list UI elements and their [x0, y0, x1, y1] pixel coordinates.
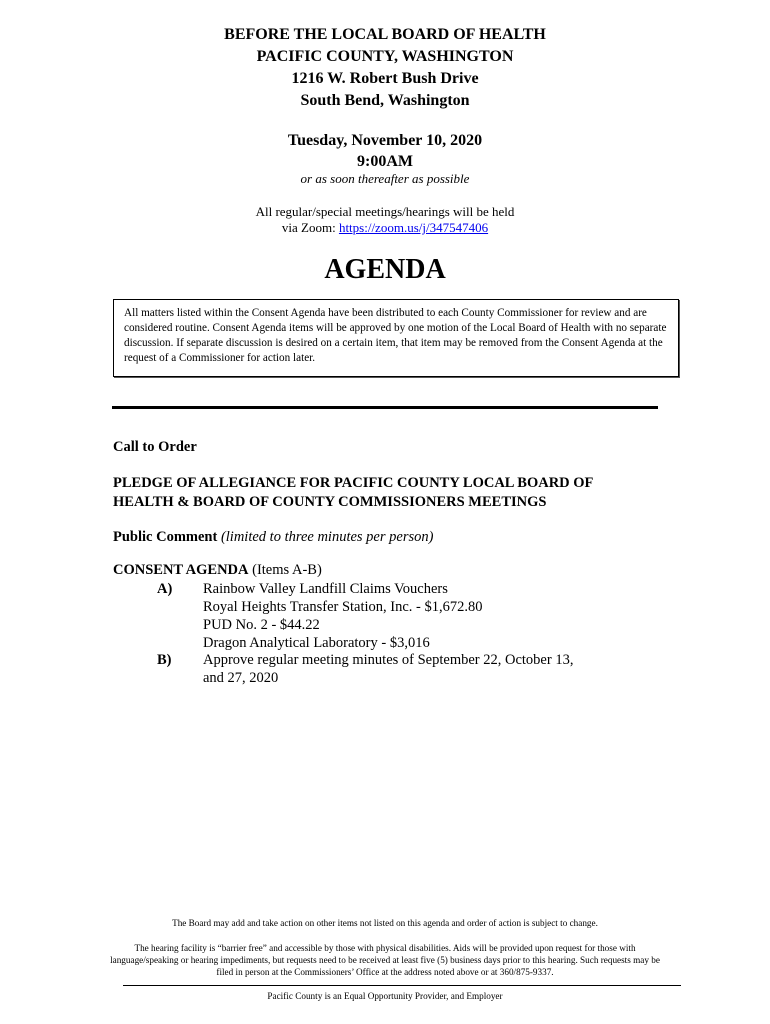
via-zoom-label: via Zoom: [281, 220, 339, 235]
footer-notice: The Board may add and take action on other items not listed on this agenda and order of action is subject to change. [172, 918, 598, 928]
meeting-time: 9:00AM [357, 153, 413, 170]
call-to-order: Call to Order [113, 439, 197, 455]
consent-item-a [203, 580, 483, 652]
zoom-line [0, 220, 770, 236]
header-line-county: PACIFIC COUNTY, WASHINGTON [256, 48, 514, 65]
pledge-line-2: HEALTH & BOARD OF COUNTY COMMISSIONERS MEETINGS [113, 494, 547, 510]
header-line-city: South Bend, Washington [300, 92, 470, 109]
consent-item-b [203, 651, 573, 687]
consent-agenda-range: (Items A-B) [252, 562, 322, 578]
soon-note: or as soon thereafter as possible [300, 171, 470, 186]
public-comment-note: (limited to three minutes per person) [220, 529, 434, 545]
public-comment [113, 528, 433, 547]
pledge-heading [113, 474, 593, 512]
section-divider [112, 406, 658, 409]
consent-item-a-line: Dragon Analytical Laboratory - $3,016 [203, 635, 430, 651]
consent-item-b-line: Approve regular meeting minutes of September 22, October 13, [203, 652, 574, 668]
public-comment-label: Public Comment [113, 529, 218, 545]
footer-divider [123, 985, 681, 986]
consent-agenda-label: CONSENT AGENDA [113, 562, 249, 578]
consent-note-box: All matters listed within the Consent Agenda have been distributed to each County Commissioner for review and are considered routine. Consent Agenda items will be approved by one motion of the Local Board of Health with no separate discussion. If separate discussion is desired on a certain item, that item may be removed from the Consent Agenda at the request of a Commissioner for action later. [113, 299, 679, 377]
consent-item-b-letter: B) [157, 652, 172, 668]
meeting-datetime [0, 130, 770, 172]
held-line: All regular/special meetings/hearings will be held [255, 204, 515, 219]
consent-agenda-heading [113, 561, 322, 580]
meeting-date: Tuesday, November 10, 2020 [287, 132, 483, 149]
footer-equal-opportunity: Pacific County is an Equal Opportunity Provider, and Employer [267, 991, 503, 1001]
header-line-board: BEFORE THE LOCAL BOARD OF HEALTH [224, 26, 546, 43]
agenda-title: AGENDA [324, 254, 446, 285]
consent-item-a-line: Royal Heights Transfer Station, Inc. - $1,672.80 [203, 599, 483, 615]
pledge-line-1: PLEDGE OF ALLEGIANCE FOR PACIFIC COUNTY LOCAL BOARD OF [113, 475, 594, 491]
zoom-link[interactable]: https://zoom.us/j/347547406 [338, 220, 489, 235]
consent-item-a-line: PUD No. 2 - $44.22 [203, 617, 320, 633]
header-line-address: 1216 W. Robert Bush Drive [291, 70, 479, 87]
consent-item-a-letter: A) [157, 581, 173, 597]
footer-accessibility: The hearing facility is “barrier free” and accessible by those with physical disabilities. Aids will be provided upon request for those with language/speaking or hearing impediments, but requests need to be received at least five (5) business days prior to this hearing. Such requests may be filed in person at the Commissioners’ Office at the address noted above or at 360/875-9337. [110, 943, 660, 977]
consent-item-b-line: and 27, 2020 [203, 670, 279, 686]
document-header [0, 24, 770, 112]
consent-item-a-line: Rainbow Valley Landfill Claims Vouchers [203, 581, 448, 597]
